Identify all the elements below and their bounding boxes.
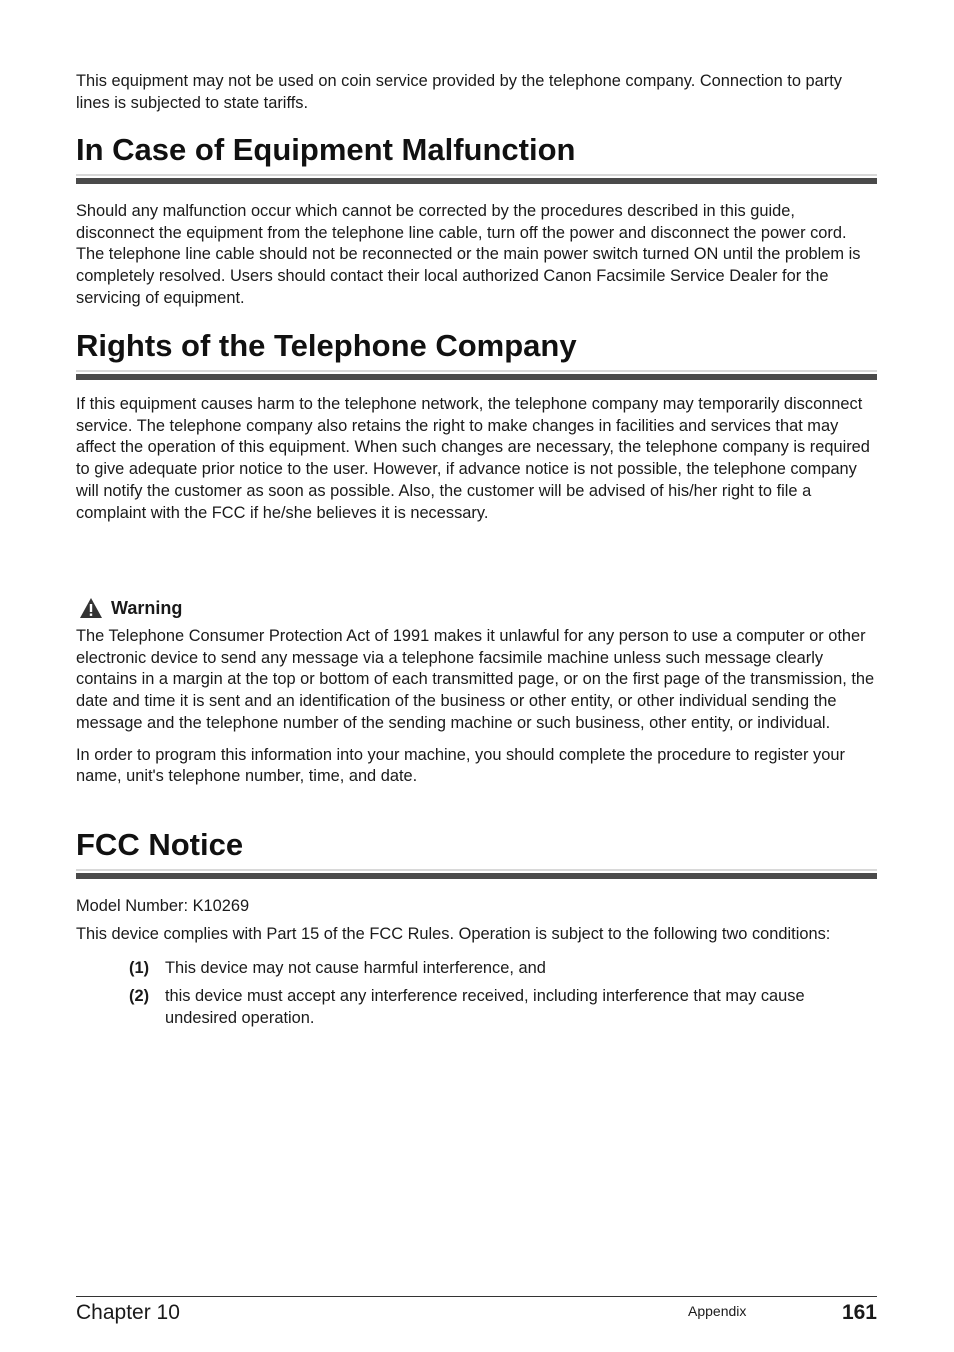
list-item-number: (1) [129, 959, 150, 978]
malfunction-section [76, 132, 877, 310]
heading-rule [76, 370, 877, 379]
rights-body: If this equipment causes harm to the telephone network, the telephone company may temporarily disconnect service. The telephone company also retains the right to make changes in facilities and services that may affect the operation of this equipment. When such changes are necessary, the telephone company is required to give adequate prior notice to the user. However, if advance notice is not possible, the telephone company will notify the customer as soon as possible. Also, the customer will be advised of his/her right to file a complaint with the FCC if he/she believes it is necessary. [76, 395, 870, 522]
warning-body: The Telephone Consumer Protection Act of 1991 makes it unlawful for any person to use a computer or other electronic device to send any message via a telephone facsimile machine unless such message clearly contains in a margin at the top or bottom of each transmitted page, or on the first page of the transmission, the date and time it is sent and an identification of the business or other entity, or other individual sending the message and the telephone number of the sending machine or such business, other entity, or individual. [76, 627, 875, 732]
warning-triangle-icon [79, 597, 103, 619]
warning-heading [79, 597, 877, 619]
warning-block [76, 597, 877, 788]
list-item-number: (2) [129, 987, 150, 1006]
fcc-model-number: Model Number: K10269 [76, 897, 250, 915]
fcc-heading: FCC Notice [76, 827, 244, 862]
footer-chapter: Chapter 10 [76, 1301, 180, 1324]
intro-paragraph: This equipment may not be used on coin service provided by the telephone company. Connection to party lines is subjected to state tariffs. [76, 72, 842, 112]
warning-label: Warning [111, 598, 183, 618]
heading-rule [76, 174, 877, 183]
page-footer [76, 1296, 877, 1324]
warning-body-2: In order to program this information into your machine, you should complete the procedure to register your name, unit's telephone number, time, and date. [76, 745, 845, 786]
list-item-text: this device must accept any interference received, including interference that may cause undesired operation. [165, 987, 805, 1027]
malfunction-heading: In Case of Equipment Malfunction [76, 132, 576, 167]
rights-heading: Rights of the Telephone Company [76, 328, 577, 363]
fcc-section [76, 827, 877, 1030]
heading-rule [76, 869, 877, 878]
list-item-text: This device may not cause harmful interference, and [165, 959, 546, 978]
rights-section [76, 328, 877, 524]
list-item [76, 986, 877, 1029]
list-item [76, 958, 877, 980]
footer-section: Appendix [688, 1303, 747, 1319]
fcc-body: This device complies with Part 15 of the FCC Rules. Operation is subject to the following two conditions: [76, 924, 831, 943]
page-number: 161 [841, 1301, 877, 1324]
malfunction-body: Should any malfunction occur which cannot be corrected by the procedures described in this guide, disconnect the equipment from the telephone line cable, turn off the power and disconnect the power cord. The telephone line cable should not be reconnected or the main power switch turned ON until the problem is completely resolved. Users should contact their local authorized Canon Facsimile Service Dealer for the servicing of equipment. [76, 202, 861, 307]
